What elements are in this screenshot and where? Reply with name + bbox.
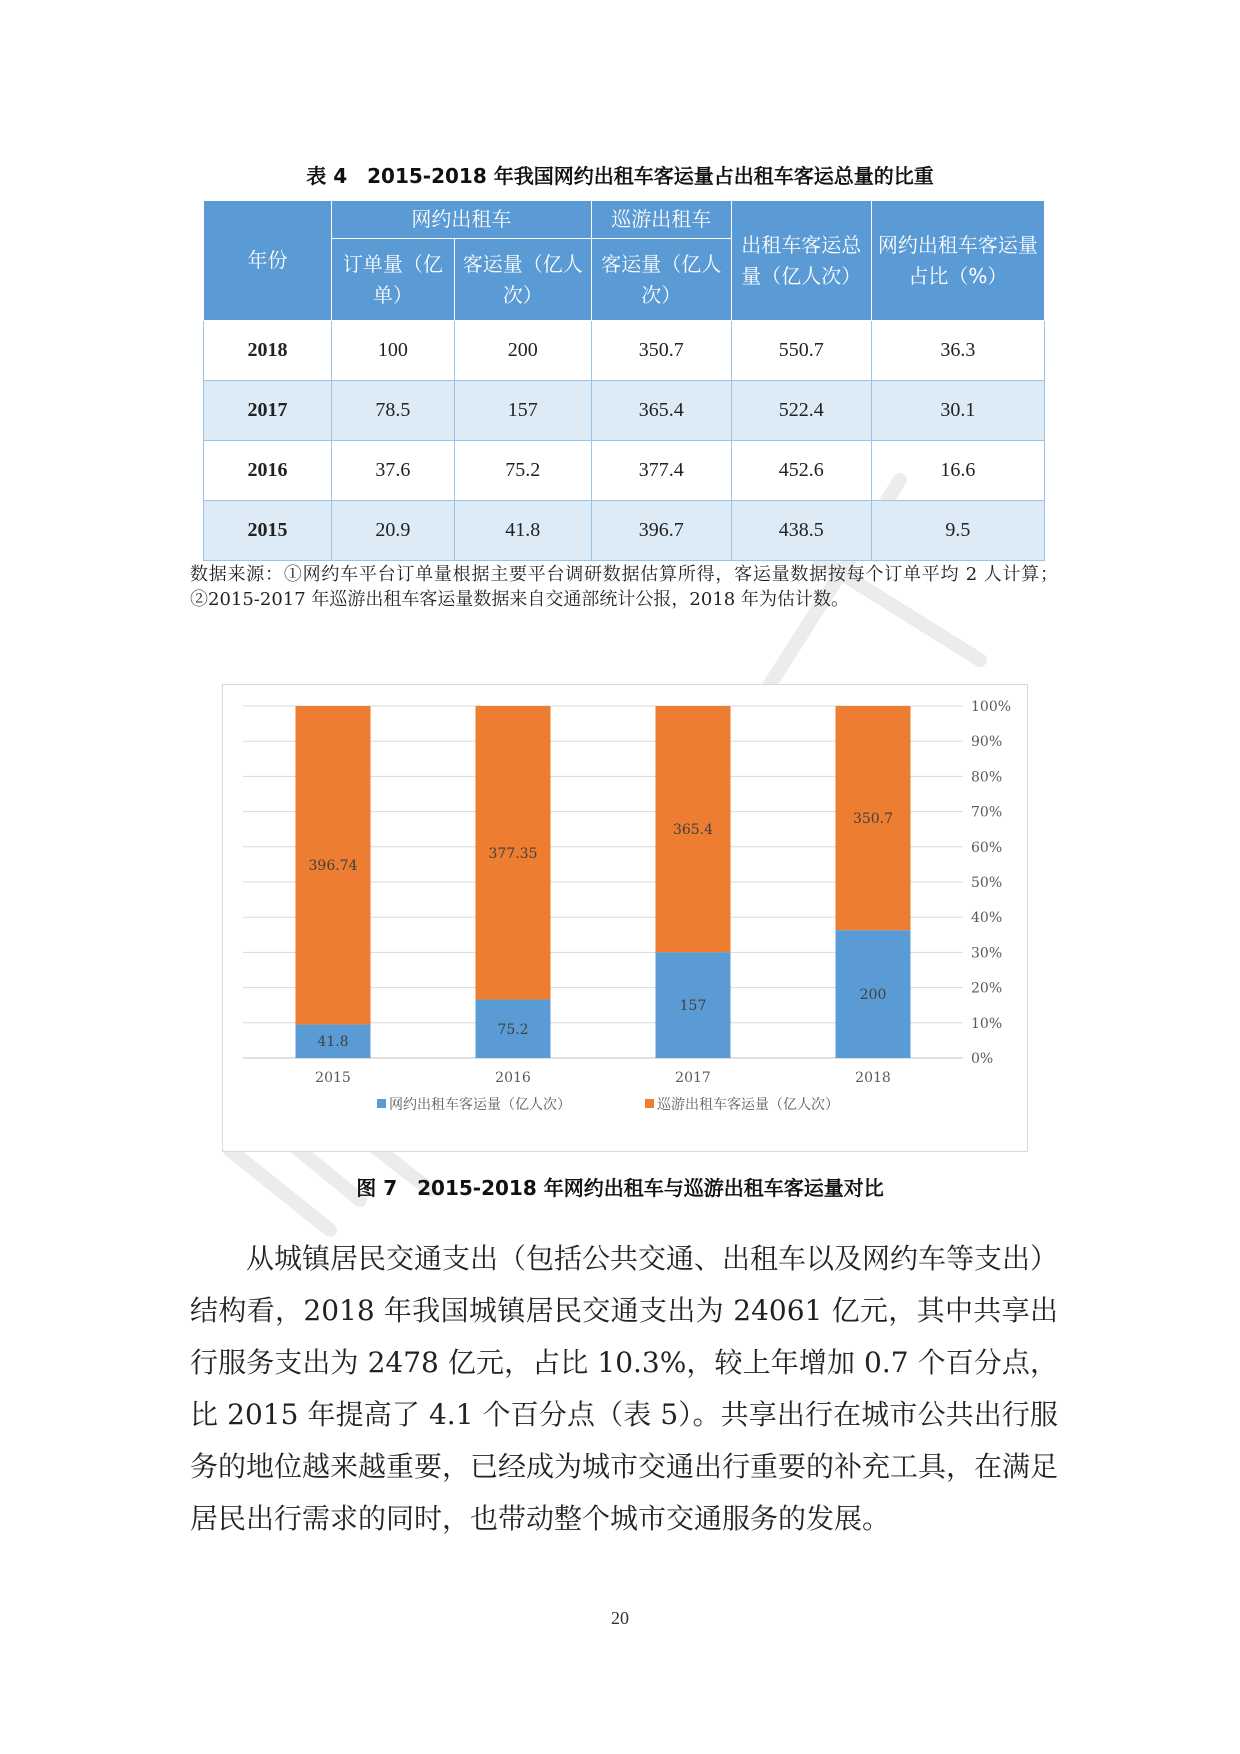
y-tick-label: 60% (971, 839, 1003, 856)
x-tick-label: 2017 (675, 1070, 711, 1086)
cell-orders: 37.6 (331, 441, 454, 501)
header-total: 出租车客运总量（亿人次） (731, 201, 871, 321)
cell-total: 550.7 (731, 321, 871, 381)
cell-st-passengers: 377.4 (591, 441, 731, 501)
stacked-bar-chart (223, 685, 1027, 1151)
y-tick-label: 30% (971, 945, 1003, 962)
cell-share: 16.6 (871, 441, 1044, 501)
cell-orders: 78.5 (331, 381, 454, 441)
y-tick-label: 50% (971, 875, 1003, 891)
data-label: 377.35 (488, 845, 538, 862)
cell-total: 452.6 (731, 441, 871, 501)
legend-swatch (645, 1099, 654, 1108)
cell-st-passengers: 350.7 (591, 321, 731, 381)
y-tick-label: 20% (971, 980, 1003, 997)
data-label: 75.2 (497, 1021, 529, 1038)
data-table (203, 200, 1045, 561)
cell-rh-passengers: 157 (454, 381, 591, 441)
x-tick-label: 2016 (495, 1070, 531, 1086)
cell-total: 522.4 (731, 381, 871, 441)
y-tick-label: 0% (971, 1051, 994, 1067)
cell-st-passengers: 396.7 (591, 501, 731, 561)
table-row (204, 381, 1045, 441)
y-tick-label: 10% (971, 1015, 1003, 1032)
cell-rh-passengers: 200 (454, 321, 591, 381)
y-tick-label: 100% (971, 699, 1012, 715)
cell-share: 9.5 (871, 501, 1044, 561)
legend-label: 网约出租车客运量（亿人次） (389, 1097, 571, 1113)
cell-year: 2018 (204, 321, 332, 381)
table-row (204, 321, 1045, 381)
header-orders: 订单量（亿单） (331, 239, 454, 321)
cell-year: 2015 (204, 501, 332, 561)
legend-label: 巡游出租车客运量（亿人次） (657, 1097, 839, 1113)
legend-swatch (377, 1099, 386, 1108)
cell-year: 2016 (204, 441, 332, 501)
data-label: 350.7 (852, 811, 894, 828)
cell-year: 2017 (204, 381, 332, 441)
page-number: 20 (611, 1608, 629, 1628)
body-text (190, 1233, 1058, 1545)
data-label: 41.8 (317, 1034, 349, 1051)
chart-container (222, 684, 1028, 1152)
header-ride-hailing: 网约出租车 (331, 201, 591, 239)
cell-st-passengers: 365.4 (591, 381, 731, 441)
x-tick-label: 2018 (855, 1070, 891, 1086)
y-tick-label: 70% (971, 804, 1003, 821)
body-paragraph: 从城镇居民交通支出（包括公共交通、出租车以及网约车等支出）结构看，2018 年我国城镇居民交通支出为 24061 亿元，其中共享出行服务支出为 2478 亿元，占比 10.3%，较上年增加 0.7 个百分点，比 2015 年提高了 4.1 个百分点（表 5）。共享出行在城市公共出行服务的地位越来越重要，已经成为城市交通出行重要的补充工具，在满足居民出行需求的同时，也带动整个城市交通服务的发展。 (190, 1242, 1059, 1535)
cell-orders: 20.9 (331, 501, 454, 561)
header-year: 年份 (204, 201, 332, 321)
cell-share: 30.1 (871, 381, 1044, 441)
y-tick-label: 90% (971, 734, 1003, 751)
cell-rh-passengers: 41.8 (454, 501, 591, 561)
x-tick-label: 2015 (315, 1070, 351, 1086)
data-label: 396.74 (308, 858, 358, 875)
cell-total: 438.5 (731, 501, 871, 561)
cell-orders: 100 (331, 321, 454, 381)
figure-caption: 图 7 2015-2018 年网约出租车与巡游出租车客运量对比 (356, 1176, 884, 1200)
table-note: 数据来源：①网约车平台订单量根据主要平台调研数据估算所得，客运量数据按每个订单平均 2 人计算；②2015-2017 年巡游出租车客运量数据来自交通部统计公报，2018 年为估计数。 (190, 564, 1058, 610)
header-st-passengers: 客运量（亿人次） (591, 239, 731, 321)
data-label: 157 (679, 998, 707, 1015)
header-rh-passengers: 客运量（亿人次） (454, 239, 591, 321)
data-label: 200 (859, 987, 887, 1004)
cell-rh-passengers: 75.2 (454, 441, 591, 501)
data-label: 365.4 (672, 822, 714, 839)
cell-share: 36.3 (871, 321, 1044, 381)
table-row (204, 501, 1045, 561)
table-row (204, 441, 1045, 501)
header-street-taxi: 巡游出租车 (591, 201, 731, 239)
y-tick-label: 80% (971, 769, 1003, 786)
table-caption: 表 4 2015-2018 年我国网约出租车客运量占出租车客运总量的比重 (306, 164, 934, 188)
y-tick-label: 40% (971, 910, 1003, 927)
header-share: 网约出租车客运量占比（%） (871, 201, 1044, 321)
